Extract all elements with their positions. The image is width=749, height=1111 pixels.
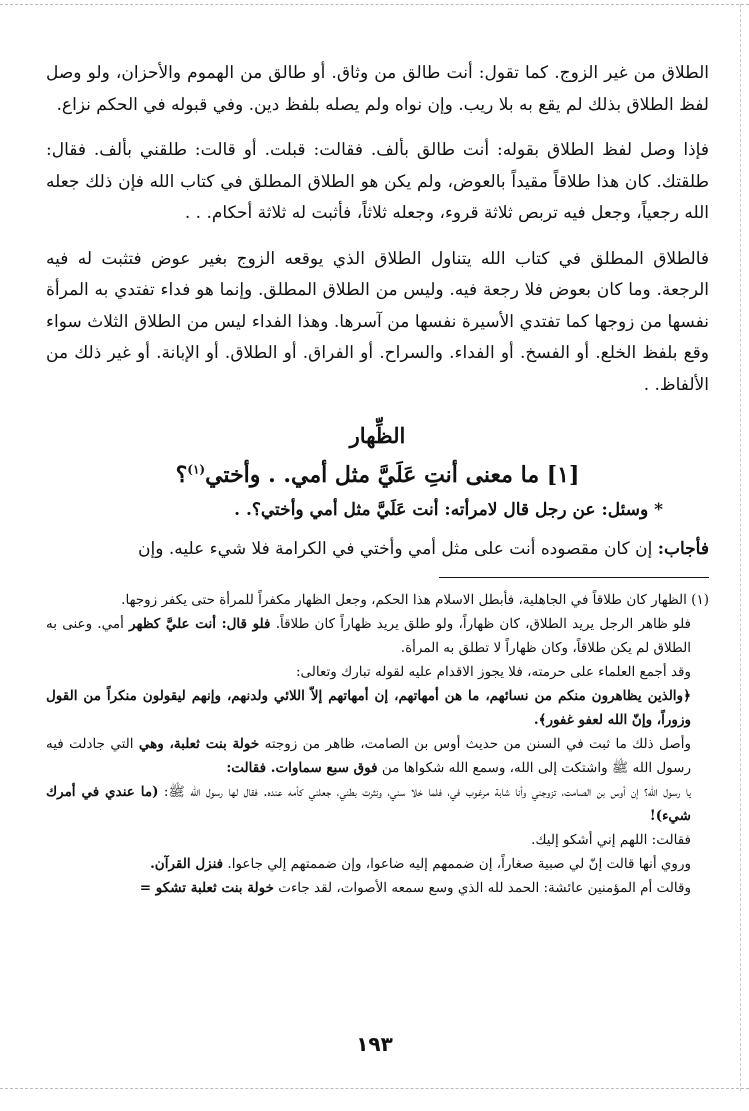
page-number: ١٩٣ [356, 1032, 393, 1056]
footnote-line [46, 852, 709, 876]
footnote-divider [439, 577, 709, 578]
footnote-span: أمي. وعنى به الطلاق لم يكن طلاقاً، وكان ظهاراً لا تطلق به المرأة. [46, 616, 691, 656]
quran-verse [46, 684, 709, 732]
answer-text [46, 534, 709, 565]
footnote-bold: خولة بنت ثعلبة تشكو = [139, 880, 274, 896]
footnote-line: (١) الظهار كان طلاقاً في الجاهلية، فأبطل الاسلام هذا الحكم، وجعل الظهار مكفراً للمرأة حتى يكفر زوجها. [121, 592, 709, 608]
section-title: الظِّهار [349, 423, 406, 448]
footnote-line [46, 612, 709, 660]
answer-label: فأجاب: [657, 539, 709, 559]
question-title-text: [١] ما معنى أنتِ عَلَيَّ مثل أمي. . وأختي [205, 462, 580, 488]
footnote-span: فلو ظاهر الرجل يريد الطلاق، كان ظهاراً، ولو طلق يريد ظهاراً كان طلاقاً. [270, 616, 691, 632]
question-mark: ؟ [175, 462, 188, 488]
footnote-ref: (١) [187, 462, 206, 477]
footnote-span: التي جادلت فيه رسول الله ﷺ واشتكت إلى الله، وسمع الله شكواها من [46, 736, 691, 776]
footnote-bold: فوق سبع سماوات. فقالت: [226, 760, 378, 776]
footnote-line: وقد أجمع العلماء على حرمته، فلا يجوز الاقدام عليه لقوله تبارك وتعالى: [295, 664, 691, 680]
scan-edge-bottom [0, 1088, 749, 1089]
footnote-line [46, 780, 709, 828]
page-content [46, 58, 709, 900]
footnote-span: وروي أنها قالت إنّ لي صبية صغاراً، إن ضممهم إليه ضاعوا، وإن ضممتهم إلي جاعوا. [223, 856, 691, 872]
footnote-line [46, 876, 709, 900]
footnote-bold: ﴿والذين يظاهرون منكم من نسائهم، ما هن أمهاتهم، إن أمهاتهم إلاّ اللائي ولدنهم، وإنهم ليقولون منكراً من القول وزوراً، وإنّ الله لعفو غفور﴾. [46, 688, 691, 728]
footnote-span: وقالت أم المؤمنين عائشة: الحمد لله الذي وسع سمعه الأصوات، لقد جاءت [273, 880, 691, 896]
paragraph-3: فالطلاق المطلق في كتاب الله يتناول الطلاق الذي يوقعه الزوج بغير عوض فتثبت له فيه الرجعة. وما كان بعوض فلا رجعة فيه. وليس من الطلاق المطلق. وإنما هو فداء تفتدي به المرأة نفسها من زوجها كما تفتدي الأسيرة نفسها من آسرها. وهذا الفداء ليس من الطلاق الثلاث سواء وقع بلفظ الخلع. أو الفسخ. أو الفداء. والسراح. أو الفراق. أو الطلاق. أو الإبانة. أو غير ذلك من الألفاظ. . [46, 248, 709, 395]
footnote-span: يا رسول الله؟ إن أوس بن الصامت، تزوجني وأنا شابة مرغوب في، فلما خلا سني، ونثرت بطني، جعلني كأمه عنده. فقال لها رسول الله ﷺ: [158, 784, 691, 800]
footnote-bold: فنزل القرآن. [150, 856, 224, 872]
footnote-bold: فلو قال: أنت عليَّ كظهر [129, 616, 271, 632]
footnote-line: فقالت: اللهم إني أشكو إليك. [531, 832, 691, 848]
scan-edge-right [740, 4, 741, 1091]
answer-body: إن كان مقصوده أنت على مثل أمي وأختي في الكرامة فلا شيء عليه. وإن [138, 539, 658, 559]
scan-edge-top [0, 4, 749, 5]
footnote-span: وأصل ذلك ما ثبت في السنن من حديث أوس بن الصامت، ظاهر من زوجته [259, 736, 692, 752]
paragraph-2: فإذا وصل لفظ الطلاق بقوله: أنت طالق بألف. فقالت: قبلت. أو قالت: طلقني بألف. فقال: طلقتك. كان هذا طلاقاً مقيداً بالعوض، ولم يكن هو الطلاق المطلق في كتاب الله فإن ذلك جعله الله رجعياً، وجعل فيه تربص ثلاثة قروء، وجعله ثلاثاً، فأثبت له ثلاثة أحكام. . . [46, 140, 709, 223]
footnote-bold: (ما عندي في أمرك شيء)! [46, 784, 691, 824]
question-text: * وسئل: عن رجل قال لامرأته: أنت عَلَيَّ مثل أمي وأختي؟. . [234, 500, 663, 520]
footnote-bold: خولة بنت ثعلبة، وهي [138, 736, 260, 752]
footnotes [46, 588, 709, 900]
paragraph-1: الطلاق من غير الزوج. كما تقول: أنت طالق من وثاق. أو طالق من الهموم والأحزان، ولو وصل لفظ الطلاق بذلك لم يقع به بلا ريب. وإن نواه ولم يصله بلفظ دين. وفي قبوله في الحكم نزاع. [46, 63, 709, 115]
question-title [46, 462, 709, 488]
footnote-line [46, 732, 709, 780]
